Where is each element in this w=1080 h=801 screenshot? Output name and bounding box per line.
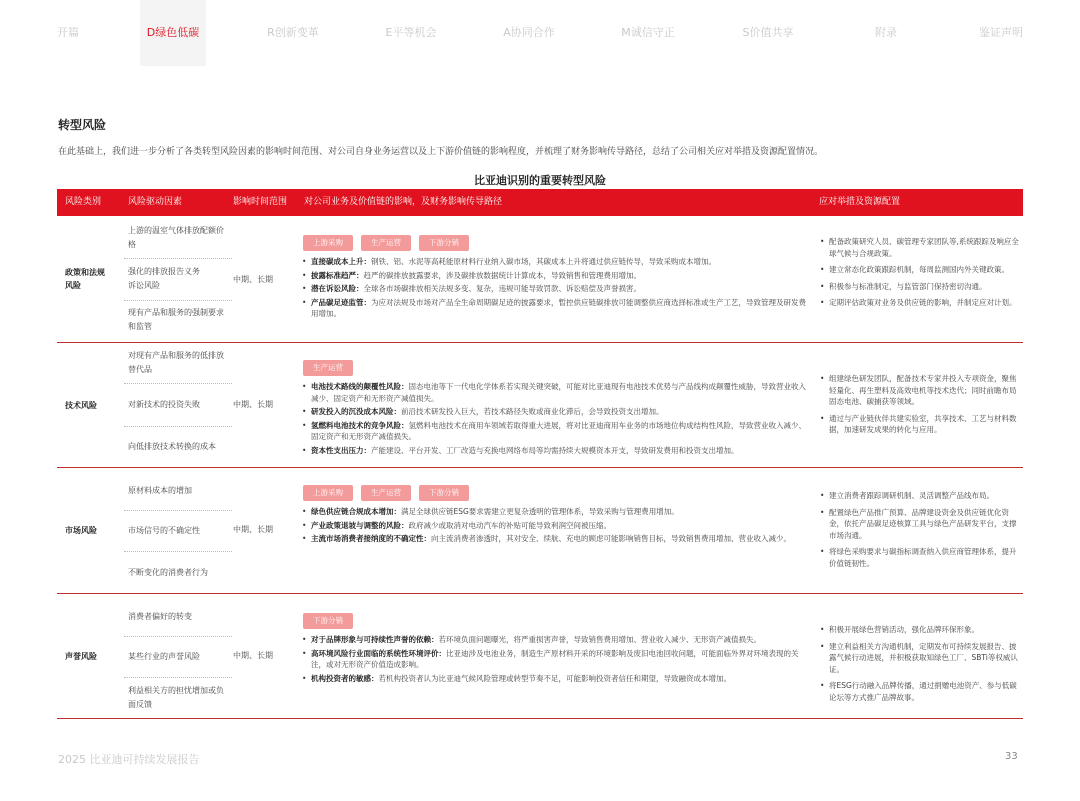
time-range: 中期、长期 [233, 525, 273, 534]
value-chain-tags [303, 480, 477, 501]
driver-divider [124, 300, 232, 301]
nav-item-appendix[interactable]: 附录 [875, 26, 897, 39]
response-list [819, 490, 1019, 574]
section-title: 转型风险 [58, 118, 107, 132]
response-item: • 建立常态化政策跟踪机制，每周监测国内外关键政策。 [819, 264, 1019, 276]
impact-item: • 氢燃料电池技术的竞争风险：氢燃料电池技术在商用车领域若取得重大进展，将对比亚迪商用车业务的市场地位构成结构性风险，导致营业收入减少、固定资产和无形资产减值损失。 [301, 420, 811, 443]
driver-divider [124, 426, 232, 427]
header-responses: 应对举措及资源配置 [819, 197, 901, 207]
response-list [819, 624, 1019, 708]
time-range: 中期、长期 [233, 275, 273, 284]
value-chain-tags [303, 355, 361, 376]
nav-item-opening[interactable]: 开篇 [57, 26, 79, 39]
driver-divider [124, 551, 232, 552]
table-row [57, 468, 1023, 594]
response-item: • 配备政策研究人员、碳管理专家团队等,系统跟踪及响应全球气候与合规政策。 [819, 236, 1019, 259]
nav-item-innovation[interactable]: R创新变革 [267, 26, 319, 39]
impact-item: • 电池技术路线的颠覆性风险：固态电池等下一代电化学体系若实现关键突破，可能对比亚迪现有电池技术优势与产品线构成颠覆性威胁，导致营业收入减少、固定资产和无形资产减值损失。 [301, 381, 811, 404]
impact-item: • 研发投入的沉没成本风险：前沿技术研发投入巨大，若技术路径失败或商业化滞后，会导致投资支出增加。 [301, 406, 811, 418]
risk-drivers [124, 343, 232, 468]
table-row [57, 216, 1023, 343]
impact-item: • 机构投资者的敏感：若机构投资者认为比亚迪气候风险管理或转型节奏不足，可能影响投资者信任和期望，导致融资成本增加。 [301, 673, 811, 685]
tag-production: 生产运营 [361, 485, 411, 501]
impact-item: • 产品碳足迹监管：为应对法规及市场对产品全生命周期碳足迹的披露要求，暂控供应链碳排放可能调整供应商选择标准或生产工艺，导致管理及研发费用增加。 [301, 297, 811, 320]
impact-list [301, 634, 811, 686]
tag-upstream: 上游采购 [303, 485, 353, 501]
table-row [57, 594, 1023, 719]
response-list [819, 373, 1019, 441]
impact-item: • 直接碳成本上升：钢铁、铝、水泥等高耗能原材料行业纳入碳市场，其碳成本上升将通过供应链传导，导致采购成本增加。 [301, 256, 811, 268]
header-time-range: 影响时间范围 [233, 197, 288, 207]
risk-driver: 不断变化的消费者行为 [128, 568, 208, 577]
driver-divider [124, 636, 232, 637]
response-item: • 定期评估政策对业务及供应链的影响，并制定应对计划。 [819, 297, 1019, 309]
impact-item: • 高环境风险行业面临的系统性环境评价：比亚迪涉及电池业务，制造生产原材料开采的环境影响及废旧电池回收问题，可能面临外界对环境表现的关注，或对无形资产价值造成影响。 [301, 648, 811, 671]
response-item: • 通过与产业链伙伴共建实验室，共享技术、工艺与材料数据，加速研发成果的转化与应用。 [819, 413, 1019, 436]
risk-driver: 对新技术的投资失败 [128, 400, 200, 409]
driver-divider [124, 677, 232, 678]
time-range: 中期、长期 [233, 400, 273, 409]
tag-downstream: 下游分销 [419, 485, 469, 501]
risk-driver: 现有产品和服务的强制要求和监管 [128, 308, 224, 331]
risk-category [65, 399, 97, 412]
risk-category-line: 市场风险 [65, 526, 97, 535]
top-navigation [0, 0, 1080, 66]
risk-category-line: 风险 [65, 281, 81, 290]
impact-item: • 产业政策退坡与调整的风险：政府减少或取消对电动汽车的补贴可能导致利润空间被压缩。 [301, 520, 811, 532]
impact-item: • 主流市场消费者接纳度的不确定性：向主流消费者渗透时，其对安全、续航、充电的顾虑可能影响销售目标，导致销售费用增加、营业收入减少。 [301, 533, 811, 545]
table-row [57, 343, 1023, 468]
page-number: 33 [1005, 751, 1018, 762]
risk-category [65, 650, 97, 663]
impact-item: • 绿色供应链合规成本增加：满足全球供应链ESG要求需建立更复杂透明的管理体系，导致采购与管理费用增加。 [301, 506, 811, 518]
response-item: • 将绿色采购要求与碳指标调查纳入供应商管理体系，提升价值链韧性。 [819, 546, 1019, 569]
response-item: • 将ESG行动融入品牌传播，通过捐赠电池资产、参与低碳论坛等方式推广品牌故事。 [819, 680, 1019, 703]
risk-driver: 向低排放技术转换的成本 [128, 442, 216, 451]
impact-item: • 对于品牌形象与可持续性声誉的依赖：若环境负面问题曝光，将严重损害声誉，导致销售费用增加、营业收入减少、无形资产减值损失。 [301, 634, 811, 646]
nav-item-integrity[interactable]: M诚信守正 [621, 26, 675, 39]
driver-divider [124, 510, 232, 511]
risk-driver: 对现有产品和服务的低排放替代品 [128, 351, 224, 374]
impact-item: • 潜在诉讼风险：全球各市场碳排放相关法规多变、复杂，违规可能导致罚款、诉讼赔偿及声誉损害。 [301, 283, 811, 295]
impact-item: • 资本性支出压力：产能建设、平台开发、工厂改造与充换电网络布局等均需持续大规模资本开支，导致研发费用和投资支出增加。 [301, 445, 811, 457]
impact-list [301, 506, 811, 547]
value-chain-tags [303, 608, 361, 629]
risk-drivers [124, 216, 232, 343]
risk-category-line: 技术风险 [65, 401, 97, 410]
tag-downstream: 下游分销 [303, 613, 353, 629]
response-item: • 建立利益相关方沟通机制，定期发布可持续发展报告、披露气候行动进展，并积极获取知绿色工厂、SBTi等权威认证。 [819, 641, 1019, 676]
nav-item-value-sharing[interactable]: S价值共享 [742, 26, 794, 39]
response-list [819, 236, 1019, 314]
risk-driver: 上游的温室气体排放配额价格 [128, 226, 224, 249]
response-item: • 配置绿色产品推广预算、品牌建设资金及供应链优化资金，依托产品碳足迹核算工具与绿色产品研发平台，支撑市场沟通。 [819, 507, 1019, 542]
risk-driver: 某些行业的声誉风险 [128, 652, 200, 661]
nav-item-equal-opportunity[interactable]: E平等机会 [385, 26, 437, 39]
risk-drivers [124, 594, 232, 719]
response-item: • 积极开展绿色营销活动，强化品牌环保形象。 [819, 624, 1019, 636]
tag-production: 生产运营 [303, 360, 353, 376]
risk-driver: 市场信号的不确定性 [128, 526, 200, 535]
nav-item-green-low-carbon[interactable]: D绿色低碳 [140, 0, 206, 66]
risk-driver: 诉讼风险 [128, 281, 160, 290]
nav-item-collaboration[interactable]: A协同合作 [503, 26, 555, 39]
tag-upstream: 上游采购 [303, 235, 353, 251]
impact-list [301, 256, 811, 322]
response-item: • 建立消费者跟踪调研机制、灵活调整产品线布局。 [819, 490, 1019, 502]
risk-category [65, 524, 97, 537]
table-title: 比亚迪识别的重要转型风险 [474, 174, 606, 187]
impact-list [301, 381, 811, 458]
footer-report-title: 2025 比亚迪可持续发展报告 [58, 753, 200, 766]
risk-drivers [124, 468, 232, 594]
intro-paragraph: 在此基础上，我们进一步分析了各类转型风险因素的影响时间范围、对公司自身业务运营以及上下游价值链的影响程度，并梳理了财务影响传导路径，总结了公司相关应对举措及资源配置情况。 [58, 147, 824, 157]
response-item: • 组建绿色研发团队，配备技术专家并投入专项资金，聚焦轻量化、再生塑料及高效电机等技术迭代；同时前瞻布局固态电池、碳捕获等领域。 [819, 373, 1019, 408]
value-chain-tags [303, 230, 477, 251]
tag-production: 生产运营 [361, 235, 411, 251]
risk-driver: 原材料成本的增加 [128, 486, 192, 495]
header-risk-drivers: 风险驱动因素 [128, 197, 183, 207]
table-header [57, 189, 1023, 216]
risk-category [65, 266, 105, 292]
header-impact-path: 对公司业务及价值链的影响，及财务影响传导路径 [304, 197, 503, 207]
time-range: 中期、长期 [233, 651, 273, 660]
tag-downstream: 下游分销 [419, 235, 469, 251]
nav-item-assurance-statement[interactable]: 鉴证声明 [979, 26, 1023, 39]
risk-driver: 利益相关方的担忧增加或负面反馈 [128, 686, 224, 709]
risk-driver: 消费者偏好的转变 [128, 612, 192, 621]
driver-divider [124, 258, 232, 259]
transition-risk-table [57, 189, 1023, 719]
response-item: • 积极参与标准制定，与监管部门保持密切沟通。 [819, 281, 1019, 293]
risk-category-line: 声誉风险 [65, 652, 97, 661]
impact-item: • 披露标准趋严：趋严的碳排放披露要求，涉及碳排放数据统计计算成本，导致销售和管理费用增加。 [301, 270, 811, 282]
risk-driver: 强化的排放报告义务 [128, 267, 200, 276]
risk-category-line: 政策和法规 [65, 268, 105, 277]
header-risk-category: 风险类别 [65, 197, 102, 207]
driver-divider [124, 383, 232, 384]
